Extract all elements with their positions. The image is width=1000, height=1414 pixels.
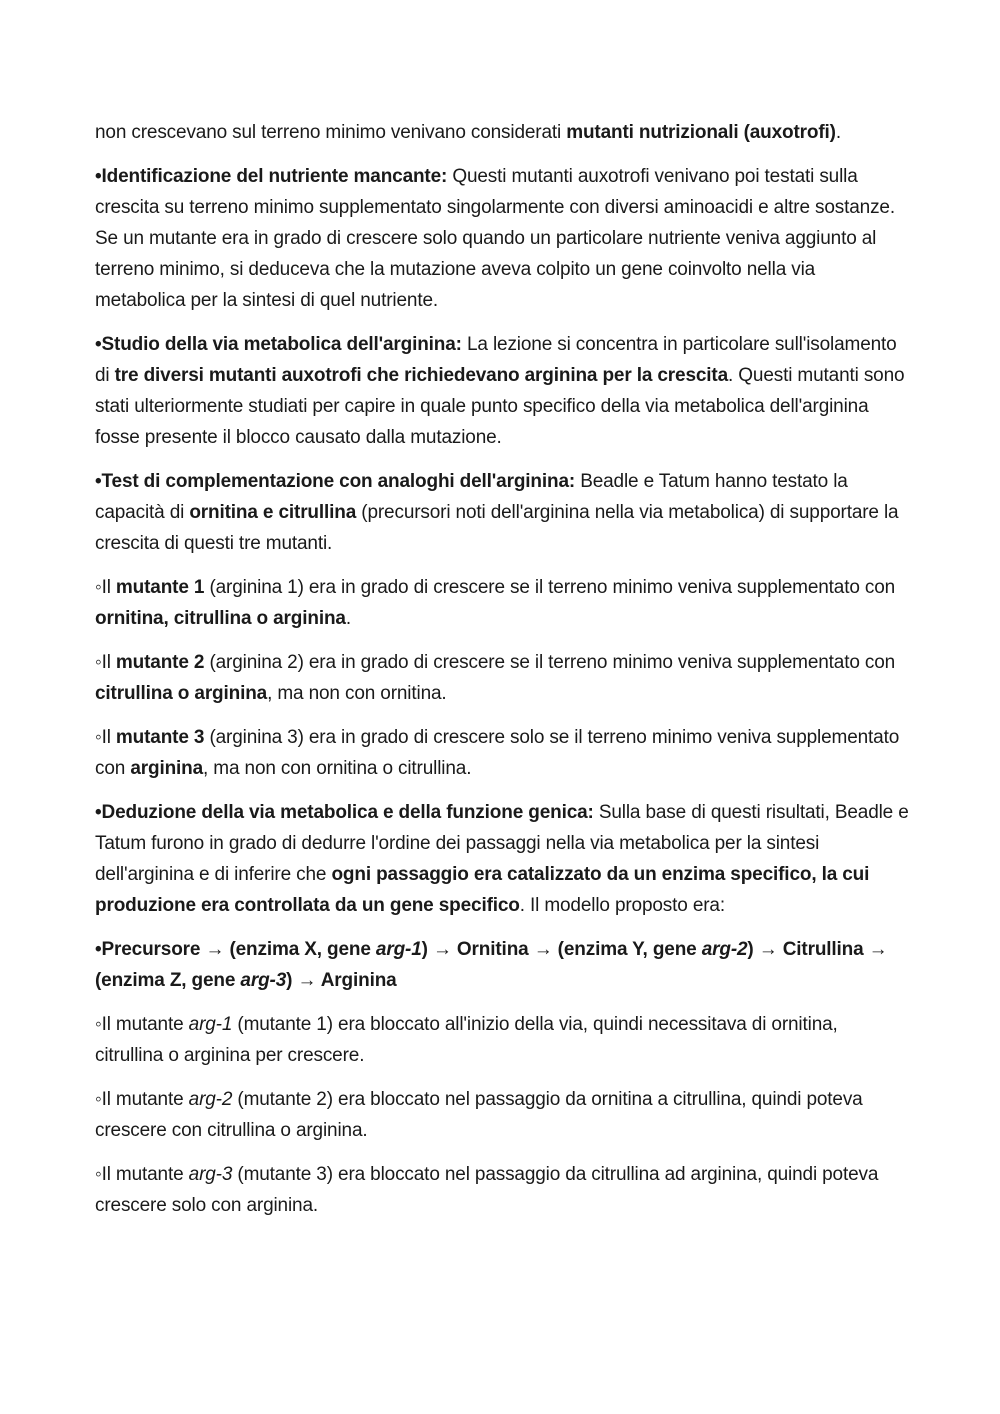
paragraph (95, 797, 910, 921)
text-run: (arginina 2) era in grado di crescere se il terreno minimo veniva supplementato con (204, 652, 896, 673)
text-run: (mutante 1) era bloccato all'inizio della via, quindi necessitava di ornitina, citrullina o arginina per crescere. (95, 1014, 838, 1066)
text-run-bold-italic: arg-2 (701, 939, 748, 960)
text-run: , ma non con ornitina o citrullina. (203, 758, 472, 779)
text-run: ◦Il (95, 577, 116, 598)
text-run-bold-wrapper (240, 970, 286, 991)
paragraph (95, 722, 910, 784)
text-run-bold: mutanti nutrizionali (auxotrofi) (566, 122, 836, 143)
text-run-bold-italic: arg-3 (240, 970, 287, 991)
text-run-bold: tre diversi mutanti auxotrofi che richiedevano arginina per la crescita (114, 365, 729, 386)
document-body (95, 117, 910, 1234)
text-run-bold: ornitina, citrullina o arginina (95, 608, 346, 629)
paragraph (95, 572, 910, 634)
text-run-bold: ) → Citrullina → (enzima Z, gene (95, 939, 888, 991)
text-run: (mutante 2) era bloccato nel passaggio da ornitina a citrullina, quindi poteva crescere con citrullina o arginina. (95, 1089, 863, 1141)
paragraph (95, 117, 910, 148)
text-run-bold: •Test di complementazione con analoghi dell'arginina: (95, 471, 576, 492)
text-run-bold-italic: arg-1 (375, 939, 422, 960)
paragraph (95, 1009, 910, 1071)
paragraph (95, 329, 910, 453)
text-run: . Questi mutanti sono stati ulteriormente studiati per capire in quale punto specifico della via metabolica dell'arginina fosse presente il blocco causato dalla mutazione. (95, 365, 905, 448)
text-run-bold: citrullina o arginina (95, 683, 268, 704)
text-run: , ma non con ornitina. (267, 683, 447, 704)
text-run-bold: ) → Ornitina → (enzima Y, gene (421, 939, 702, 960)
text-run-italic: arg-3 (188, 1164, 233, 1185)
paragraph (95, 161, 910, 316)
text-run-bold: ogni passaggio era catalizzato da un enzima specifico, la cui produzione era controllata da un gene specifico (95, 864, 870, 916)
text-run: . (835, 122, 841, 143)
text-run: . (345, 608, 351, 629)
text-run-bold-wrapper (702, 939, 748, 960)
text-run-bold: ornitina e citrullina (189, 502, 357, 523)
text-run: La lezione si concentra in particolare sull'isolamento di (95, 334, 897, 386)
text-run: ◦Il mutante (95, 1164, 189, 1185)
paragraph (95, 1159, 910, 1221)
text-run: (mutante 3) era bloccato nel passaggio da citrullina ad arginina, quindi poteva crescere solo con arginina. (95, 1164, 879, 1216)
text-run-bold: mutante 2 (115, 652, 205, 673)
text-run-italic: arg-2 (188, 1089, 233, 1110)
text-run-bold: mutante 1 (115, 577, 205, 598)
text-run-bold: •Identificazione del nutriente mancante: (95, 166, 448, 187)
paragraph (95, 647, 910, 709)
text-run: ◦Il (95, 652, 116, 673)
paragraph (95, 466, 910, 559)
text-run-bold-wrapper (376, 939, 422, 960)
text-run: Beadle e Tatum hanno testato la capacità di (95, 471, 848, 523)
text-run-bold: •Studio della via metabolica dell'arginina: (95, 334, 462, 355)
text-run: non crescevano sul terreno minimo venivano considerati (95, 122, 567, 143)
text-run-bold: ) → Arginina (286, 970, 397, 991)
text-run: Sulla base di questi risultati, Beadle e Tatum furono in grado di dedurre l'ordine dei passaggi nella via metabolica per la sintesi dell'arginina e di inferire che (95, 802, 909, 885)
text-run: ◦Il mutante (95, 1014, 189, 1035)
text-run: (precursori noti dell'arginina nella via metabolica) di supportare la crescita di questi tre mutanti. (95, 502, 899, 554)
text-run: Questi mutanti auxotrofi venivano poi testati sulla crescita su terreno minimo supplementato singolarmente con diversi aminoacidi e altre sostanze. Se un mutante era in grado di crescere solo quando un particolare nutriente veniva aggiunto al terreno minimo, si deduceva che la mutazione aveva colpito un gene coinvolto nella via metabolica per la sintesi di quel nutriente. (95, 166, 895, 311)
text-run-italic: arg-1 (188, 1014, 233, 1035)
text-run: ◦Il mutante (95, 1089, 189, 1110)
text-run-bold: mutante 3 (115, 727, 205, 748)
paragraph (95, 1084, 910, 1146)
text-run: . Il modello proposto era: (519, 895, 725, 916)
paragraph (95, 934, 910, 996)
text-run-bold: •Deduzione della via metabolica e della funzione genica: (95, 802, 594, 823)
text-run-bold: •Precursore → (enzima X, gene (95, 939, 376, 960)
text-run: (arginina 1) era in grado di crescere se il terreno minimo veniva supplementato con (204, 577, 896, 598)
text-run: ◦Il (95, 727, 116, 748)
text-run: (arginina 3) era in grado di crescere solo se il terreno minimo veniva supplementato con (95, 727, 900, 779)
text-run-bold: arginina (130, 758, 204, 779)
